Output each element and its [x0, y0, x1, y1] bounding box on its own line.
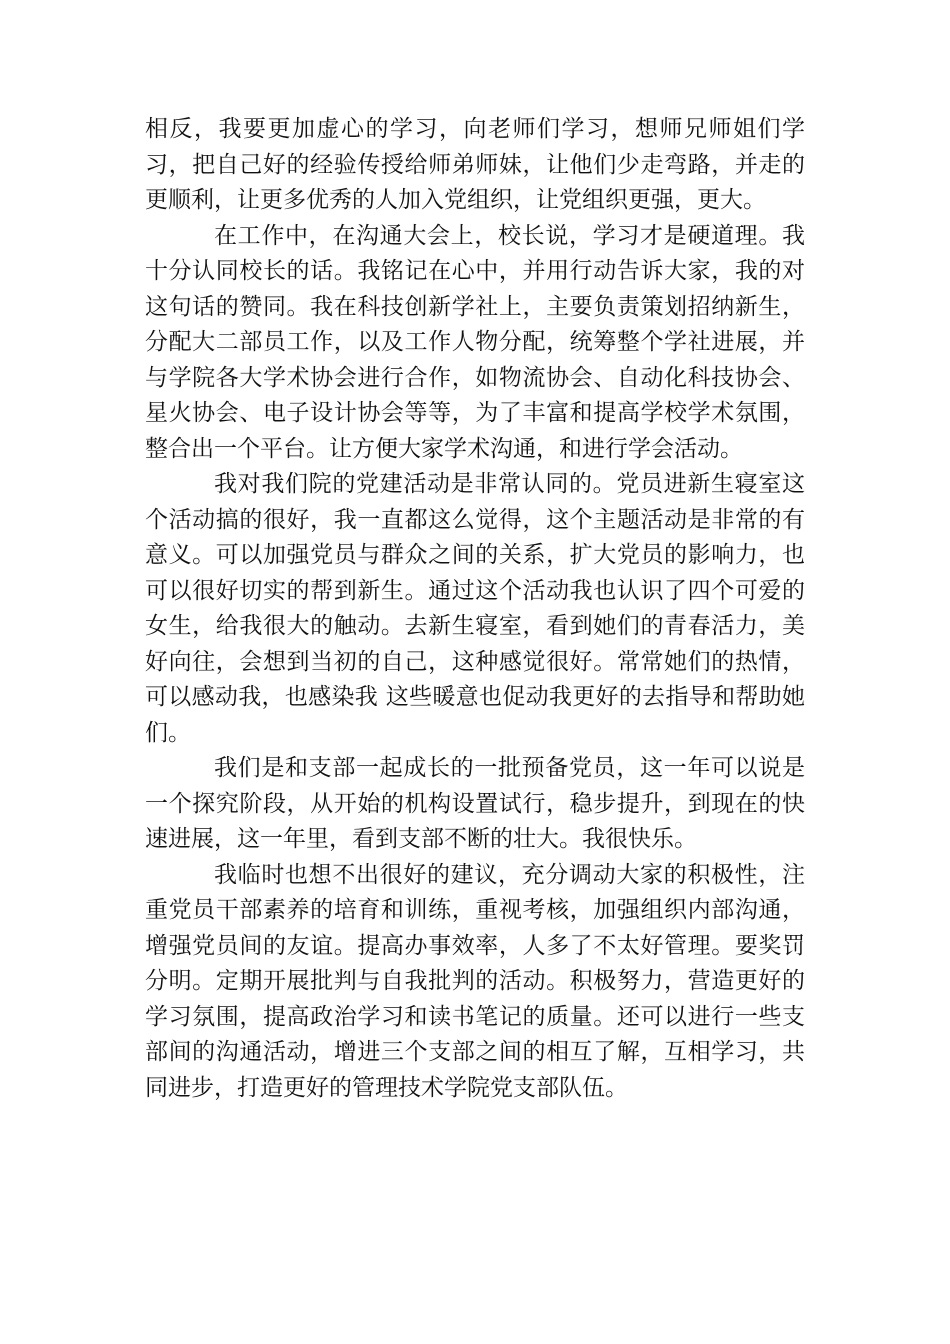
paragraph-3: 我对我们院的党建活动是非常认同的。党员进新生寝室这个活动搞的很好，我一直都这么觉得，这个主题活动是非常的有意义。可以加强党员与群众之间的关系，扩大党员的影响力，也可以很好切实的帮到新生。通过这个活动我也认识了四个可爱的女生，给我很大的触动。去新生寝室，看到她们的青春活力，美好向往，会想到当初的自己，这种感觉很好。常常她们的热情，可以感动我，也感染我 这些暖意也促动我更好的去指导和帮助她们。 — [145, 471, 805, 746]
paragraph-2: 在工作中，在沟通大会上，校长说，学习才是硬道理。我十分认同校长的话。我铭记在心中，并用行动告诉大家，我的对这句话的赞同。我在科技创新学社上，主要负责策划招纳新生，分配大二部员工作，以及工作人物分配，统筹整个学社进展，并与学院各大学术协会进行合作，如物流协会、自动化科技协会、星火协会、电子设计协会等等，为了丰富和提高学校学术氛围，整合出一个平台。让方便大家学术沟通，和进行学会活动。 — [145, 222, 805, 462]
paragraph-4: 我们是和支部一起成长的一批预备党员，这一年可以说是一个探究阶段，从开始的机构设置试行，稳步提升，到现在的快速进展，这一年里，看到支部不断的壮大。我很快乐。 — [145, 755, 805, 852]
paragraph-5: 我临时也想不出很好的建议，充分调动大家的积极性，注重党员干部素养的培育和训练，重视考核，加强组织内部沟通，增强党员间的友谊。提高办事效率，人多了不太好管理。要奖罚分明。定期开展批判与自我批判的活动。积极努力，营造更好的学习氛围，提高政治学习和读书笔记的质量。还可以进行一些支部间的沟通活动，增进三个支部之间的相互了解，互相学习，共同进步，打造更好的管理技术学院党支部队伍。 — [145, 861, 805, 1101]
document-body — [145, 112, 805, 1106]
paragraph-1: 相反，我要更加虚心的学习，向老师们学习，想师兄师姐们学习，把自己好的经验传授给师弟师妹，让他们少走弯路，并走的更顺利，让更多优秀的人加入党组织，让党组织更强，更大。 — [145, 116, 805, 213]
